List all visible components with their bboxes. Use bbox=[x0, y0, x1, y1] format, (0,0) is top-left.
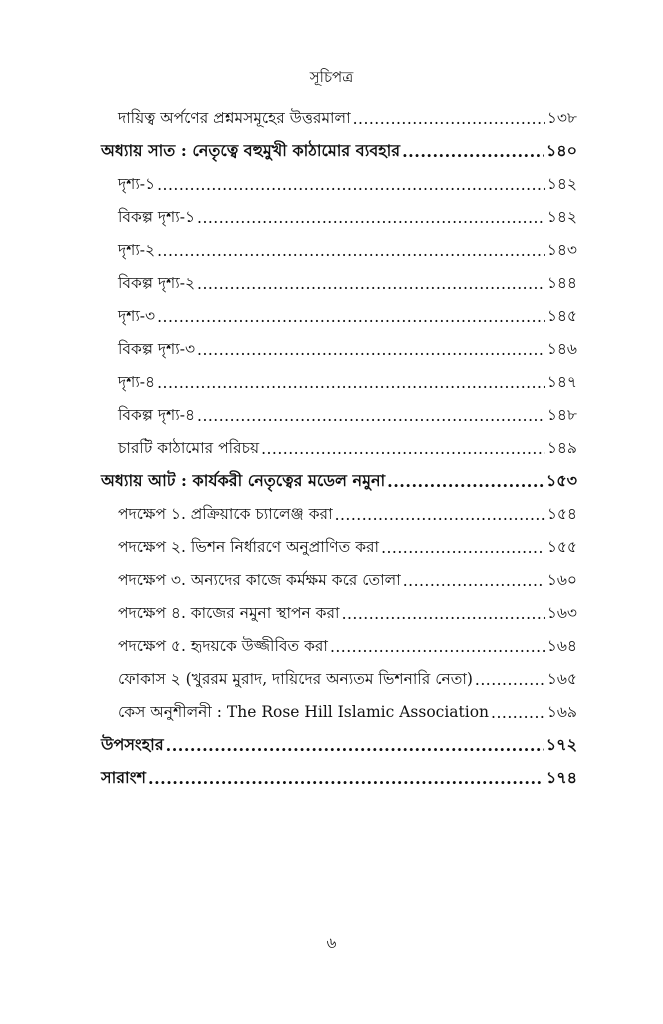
page-number: ৬ bbox=[326, 934, 337, 952]
toc-entry-title: দৃশ্য-৪ bbox=[118, 372, 156, 391]
toc-chapter[interactable] bbox=[0, 135, 663, 168]
page-header-title: সূচিপত্র bbox=[309, 68, 354, 86]
toc-entry[interactable] bbox=[0, 630, 663, 663]
toc-entry[interactable] bbox=[0, 498, 663, 531]
toc-entry-title: কেস অনুশীলনী : The Rose Hill Islamic Association bbox=[118, 702, 490, 721]
toc-entry[interactable] bbox=[0, 531, 663, 564]
toc-entry-page: ১৩৮ bbox=[546, 108, 577, 127]
toc-entry-title: পদক্ষেপ ৪. কাজের নমুনা স্থাপন করা bbox=[118, 603, 340, 622]
dot-leader bbox=[197, 341, 545, 359]
dot-leader bbox=[157, 176, 545, 194]
toc-chapter[interactable] bbox=[0, 465, 663, 498]
toc-entry-title: সারাংশ bbox=[101, 768, 147, 787]
toc-entry-page: ১৬৫ bbox=[546, 669, 577, 688]
dot-leader bbox=[353, 110, 545, 128]
toc-entry[interactable] bbox=[0, 663, 663, 696]
toc-entry-page: ১৪২ bbox=[546, 174, 577, 193]
dot-leader bbox=[148, 769, 544, 788]
toc-entry[interactable] bbox=[0, 267, 663, 300]
toc-entry-page: ১৭৪ bbox=[545, 768, 577, 787]
toc-entry-title: বিকল্প দৃশ্য-৩ bbox=[118, 339, 196, 358]
toc-entry-title: দৃশ্য-৩ bbox=[118, 306, 156, 325]
dot-leader bbox=[157, 374, 545, 392]
toc-entry-title: বিকল্প দৃশ্য-২ bbox=[118, 273, 196, 292]
toc-entry-title: উপসংহার bbox=[101, 735, 164, 754]
dot-leader bbox=[157, 308, 545, 326]
dot-leader bbox=[166, 736, 544, 755]
toc-entry-title: চারটি কাঠামোর পরিচয় bbox=[118, 438, 260, 457]
toc-entry-page: ১৬০ bbox=[546, 570, 577, 589]
toc-entry[interactable] bbox=[0, 597, 663, 630]
toc-entry-page: ১৬৯ bbox=[546, 702, 577, 721]
toc-entry[interactable] bbox=[0, 333, 663, 366]
toc-entry-page: ১৫৪ bbox=[546, 504, 577, 523]
toc-entry-page: ১৪৫ bbox=[546, 306, 577, 325]
dot-leader bbox=[197, 407, 545, 425]
toc-entry[interactable] bbox=[0, 564, 663, 597]
toc-entry-title: দৃশ্য-১ bbox=[118, 174, 156, 193]
toc-entry-page: ১৭২ bbox=[545, 735, 577, 754]
dot-leader bbox=[491, 704, 545, 722]
dot-leader bbox=[402, 142, 544, 161]
dot-leader bbox=[330, 638, 545, 656]
toc-entry-page: ১৪২ bbox=[546, 207, 577, 226]
toc-entry-page: ১৬৩ bbox=[546, 603, 577, 622]
toc-entry-title: বিকল্প দৃশ্য-৪ bbox=[118, 405, 196, 424]
dot-leader bbox=[403, 572, 545, 590]
toc-entry-title: বিকল্প দৃশ্য-১ bbox=[118, 207, 196, 226]
toc-entry-title: অধ্যায় আট : কার্যকরী নেতৃত্বের মডেল নমুনা bbox=[101, 471, 386, 490]
toc-entry[interactable] bbox=[0, 102, 663, 135]
toc-entry[interactable] bbox=[0, 432, 663, 465]
toc-entry-page: ১৪৩ bbox=[546, 240, 577, 259]
toc-entry-title: পদক্ষেপ ৩. অন্যদের কাজে কর্মক্ষম করে তোলা bbox=[118, 570, 401, 589]
dot-leader bbox=[381, 539, 545, 557]
toc-entry-page: ১৫৩ bbox=[545, 471, 577, 490]
toc-entry-title: পদক্ষেপ ২. ভিশন নির্ধারণে অনুপ্রাণিত করা bbox=[118, 537, 380, 556]
dot-leader bbox=[197, 275, 545, 293]
dot-leader bbox=[475, 671, 545, 689]
dot-leader bbox=[157, 242, 545, 260]
toc-entry-page: ১৪০ bbox=[545, 141, 577, 160]
toc-chapter[interactable] bbox=[0, 729, 663, 762]
toc-chapter[interactable] bbox=[0, 762, 663, 795]
toc-entry[interactable] bbox=[0, 168, 663, 201]
toc-entry[interactable] bbox=[0, 399, 663, 432]
toc-entry-page: ১৫৫ bbox=[546, 537, 577, 556]
dot-leader bbox=[335, 506, 545, 524]
toc-entry[interactable] bbox=[0, 201, 663, 234]
dot-leader bbox=[261, 440, 545, 458]
toc-entry-title: পদক্ষেপ ১. প্রক্রিয়াকে চ্যালেঞ্জ করা bbox=[118, 504, 333, 523]
dot-leader bbox=[197, 209, 545, 227]
toc-entry-page: ১৬৪ bbox=[546, 636, 577, 655]
toc-entry-title: দৃশ্য-২ bbox=[118, 240, 156, 259]
toc-entry-page: ১৪৪ bbox=[546, 273, 577, 292]
toc-entry[interactable] bbox=[0, 696, 663, 729]
toc-entry-title: অধ্যায় সাত : নেতৃত্বে বহুমুখী কাঠামোর ব্যবহার bbox=[101, 141, 401, 160]
dot-leader bbox=[387, 472, 544, 491]
toc-entry-page: ১৪৭ bbox=[546, 372, 577, 391]
toc-entry-title: ফোকাস ২ (খুররম মুরাদ, দায়িদের অন্যতম ভিশনারি নেতা) bbox=[118, 669, 473, 688]
toc-entry-page: ১৪৯ bbox=[546, 438, 577, 457]
toc-entry[interactable] bbox=[0, 366, 663, 399]
toc-entry-page: ১৪৮ bbox=[546, 405, 577, 424]
table-of-contents bbox=[0, 102, 663, 795]
toc-entry-title: পদক্ষেপ ৫. হৃদয়কে উজ্জীবিত করা bbox=[118, 636, 328, 655]
toc-entry[interactable] bbox=[0, 300, 663, 333]
toc-entry-title: দায়িত্ব অর্পণের প্রশ্নমসমূহের উত্তরমালা bbox=[118, 108, 351, 127]
toc-entry[interactable] bbox=[0, 234, 663, 267]
toc-entry-page: ১৪৬ bbox=[546, 339, 577, 358]
dot-leader bbox=[342, 605, 545, 623]
